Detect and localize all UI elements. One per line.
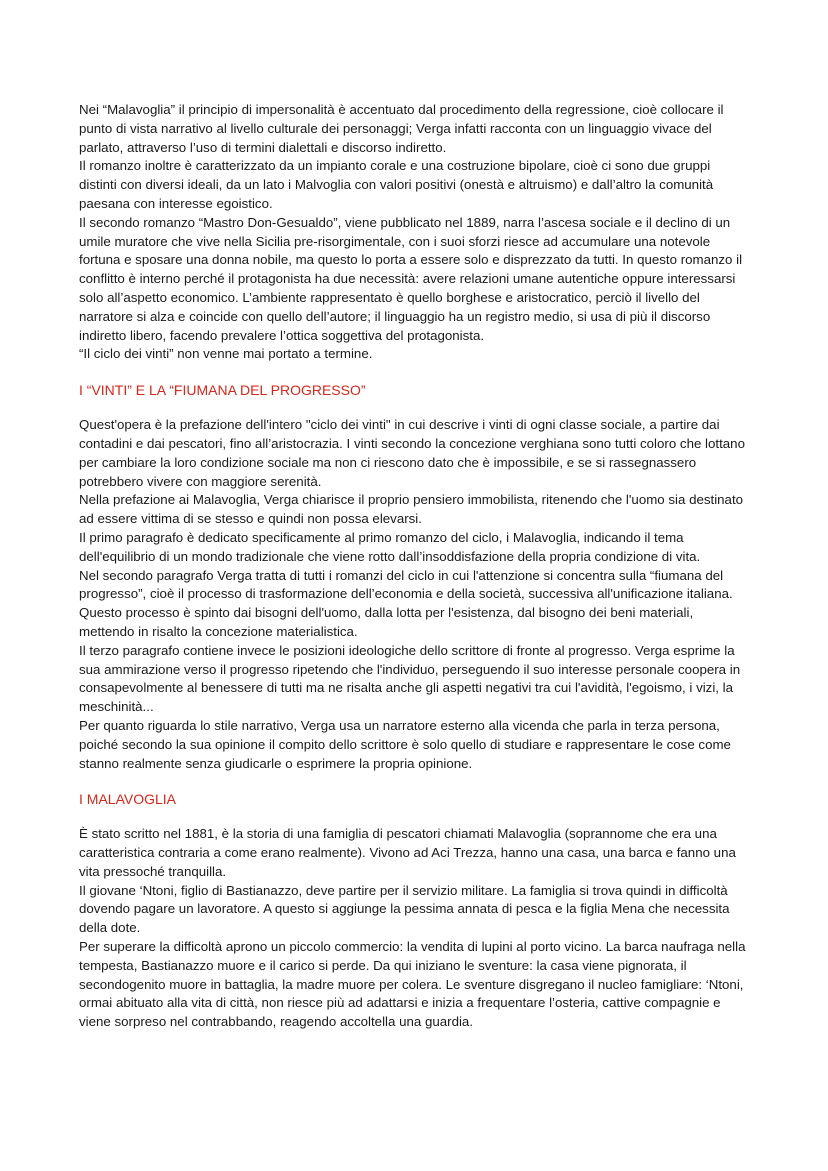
- paragraph: Il secondo romanzo “Mastro Don-Gesualdo”, viene pubblicato nel 1889, narra l’ascesa sociale e il declino di un umile muratore che vive nella Sicilia pre-risorgimentale, con i suoi sforzi riesce ad accumulare una notevole fortuna e sposare una donna nobile, ma questo lo porta a essere solo e disprezzato da tutti. In questo romanzo il conflitto è interno perché il protagonista ha due necessità: avere relazioni umane autentiche oppure interessarsi solo all’aspetto economico. L’ambiente rappresentato è quello borghese e aristocratico, perciò il livello del narratore si alza e coincide con quello dell’autore; il linguaggio ha un registro medio, si usa di più il discorso indiretto libero, facendo prevalere l’ottica soggettiva del protagonista.: [79, 214, 743, 343]
- paragraph: Il romanzo inoltre è caratterizzato da un impianto corale e una costruzione bipolare, cioè ci sono due gruppi distinti con diversi ideali, da un lato i Malvoglia con valori positivi (onestà e altruismo) e dall’altro la comunità paesana con interesse egoistico.: [79, 158, 714, 211]
- vinti-section: [79, 416, 751, 773]
- paragraph: Per quanto riguarda lo stile narrativo, Verga usa un narratore esterno alla vicenda che parla in terza persona, poiché secondo la sua opinione il compito dello scrittore è solo quello di studiare e rappresentare le cose come stanno realmente senza giudicarle o esprimere la propria opinione.: [79, 717, 731, 771]
- malavoglia-section: [79, 825, 751, 1032]
- paragraph: Il giovane ‘Ntoni, figlio di Bastianazzo, deve partire per il servizio militare. La famiglia si trova quindi in difficoltà dovendo pagare un lavoratore. A questo si aggiunge la pessima annata di pesca e la figlia Mena che necessita della dote.: [79, 882, 730, 936]
- paragraph: Il primo paragrafo è dedicato specificamente al primo romanzo del ciclo, i Malavoglia, indicando il tema dell'equilibrio di un mondo tradizionale che viene rotto dall’insoddisfazione della propria condizione di vita.: [79, 529, 701, 564]
- spacer: [79, 809, 751, 825]
- document-page: [79, 101, 751, 1032]
- spacer: [79, 400, 751, 416]
- paragraph: Nel secondo paragrafo Verga tratta di tutti i romanzi del ciclo in cui l'attenzione si concentra sulla “fiumana del progresso”, cioè il processo di trasformazione dell’economia e della società, successiva all'unificazione italiana. Questo processo è spinto dai bisogni dell'uomo, dalla lotta per l'esistenza, dal bisogno dei beni materiali, mettendo in risalto la concezione materialistica.: [79, 567, 733, 639]
- paragraph: Nei “Malavoglia” il principio di impersonalità è accentuato dal procedimento della regressione, cioè collocare il punto di vista narrativo al livello culturale dei personaggi; Verga infatti racconta con un linguaggio vivace del parlato, attraverso l’uso di termini dialettali e discorso indiretto.: [79, 102, 724, 155]
- paragraph: Il terzo paragrafo contiene invece le posizioni ideologiche dello scrittore di fronte al progresso. Verga esprime la sua ammirazione verso il progresso ripetendo che l'individuo, perseguendo il suo interesse personale coopera in consapevolmente al benessere di tutti ma ne risalta anche gli aspetti negativi tra cui l'avidità, l'egoismo, i vizi, la meschinità...: [79, 642, 741, 715]
- paragraph: Per superare la difficoltà aprono un piccolo commercio: la vendita di lupini al porto vicino. La barca naufraga nella tempesta, Bastianazzo muore e il carico si perde. Da qui iniziano le sventure: la casa viene pignorata, il secondogenito muore in battaglia, la madre muore per colera. Le sventure disgregano il nucleo famigliare: ‘Ntoni, ormai abituato alla vita di città, non riesce più ad adattarsi e inizia a frequentare l’osteria, cattive compagnie e viene sorpreso nel contrabbando, reagendo accoltella una guardia.: [79, 939, 746, 1030]
- paragraph: È stato scritto nel 1881, è la storia di una famiglia di pescatori chiamati Malavoglia (soprannome che era una caratteristica contraria a come erano realmente). Vivono ad Aci Trezza, hanno una casa, una barca e fanno una vita pressoché tranquilla.: [79, 826, 736, 879]
- paragraph: Nella prefazione ai Malavoglia, Verga chiarisce il proprio pensiero immobilista, ritenendo che l'uomo sia destinato ad essere vittima di se stesso e quindi non possa elevarsi.: [79, 492, 744, 527]
- spacer: [79, 773, 751, 789]
- section-heading-malavoglia: I MALAVOGLIA: [79, 791, 176, 808]
- paragraph: “Il ciclo dei vinti” non venne mai portato a termine.: [79, 346, 373, 362]
- intro-section: [79, 101, 751, 364]
- spacer: [79, 364, 751, 380]
- section-heading-vinti: I “VINTI” E LA “FIUMANA DEL PROGRESSO”: [79, 382, 366, 399]
- paragraph: Quest'opera è la prefazione dell'intero "ciclo dei vinti" in cui descrive i vinti di ogni classe sociale, a partire dai contadini e dai pescatori, fino all’aristocrazia. I vinti secondo la concezione verghiana sono tutti coloro che lottano per cambiare la loro condizione sociale ma non ci riescono dato che è impossibile, e se si rassegnassero potrebbero vivere con maggiore serenità.: [79, 417, 745, 489]
